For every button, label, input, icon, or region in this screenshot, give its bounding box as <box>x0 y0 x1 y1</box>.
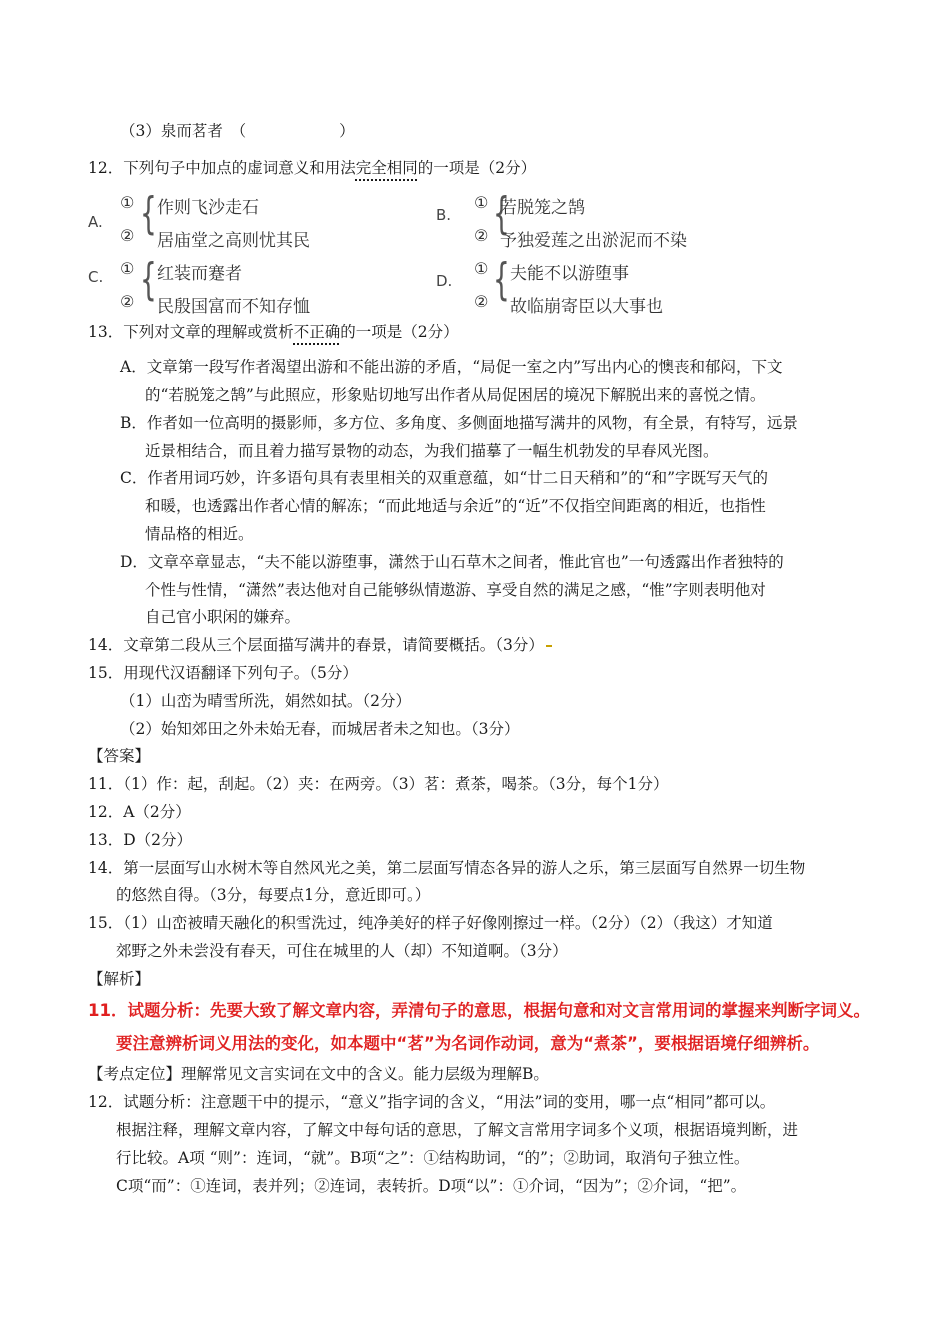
q13-option-c-line1: C．作者用词巧妙，许多语句具有表里相关的双重意蕴，如“廿二日天稍和”的“和”字既写天气的 <box>120 469 769 487</box>
option-d-brace: { <box>493 254 510 305</box>
option-c-num2: ② <box>120 292 135 311</box>
q13-option-c-line3: 情品格的相近。 <box>145 525 254 543</box>
q12-stem-dotted: 完全相同 <box>355 159 418 177</box>
analysis-header: 【解析】 <box>88 970 151 988</box>
q13-stem <box>88 321 459 343</box>
analysis-12-line1: 12．试题分析：注意题干中的提示，“意义”指字词的含义，“用法”词的变用，哪一点“相同”都可以。 <box>88 1093 776 1111</box>
q13-stem-dotted: 不正确 <box>293 323 341 341</box>
answer-14-line2: 的悠然自得。（3分，每要点1分，意近即可。） <box>116 886 431 904</box>
analysis-12-line2: 根据注释，理解文章内容，了解文中每句话的意思，了解文言常用字词多个义项，根据语境判断，进 <box>116 1121 799 1139</box>
q13-option-a-line1: A．文章第一段写作者渴望出游和不能出游的矛盾，“局促一室之内”写出内心的懊丧和郁闷，下文 <box>120 358 783 376</box>
option-d-label: D. <box>436 272 453 290</box>
q15-sentence1: （1）山峦为晴雪所洗，娟然如拭。（2分） <box>120 692 411 710</box>
option-d-num1: ① <box>474 259 489 278</box>
option-a-num1: ① <box>120 193 135 212</box>
option-c-brace: { <box>140 254 157 305</box>
option-d-text1: 夫能不以游堕事 <box>510 264 629 284</box>
q14 <box>88 634 552 656</box>
q15-sentence2: （2）始知郊田之外未始无春，而城居者未之知也。（3分） <box>120 720 520 738</box>
analysis-11-line1: 11．试题分析：先要大致了解文章内容，弄清句子的意思，根据句意和对文言常用词的掌握来判断字词义。 <box>88 1001 870 1020</box>
option-a-text1: 作则飞沙走石 <box>157 198 259 218</box>
analysis-12-line3: 行比较。A项 “则”：连词，“就”。B项“之”：①结构助词，“的”；②助词，取消句子独立性。 <box>116 1149 750 1167</box>
answer-header: 【答案】 <box>88 747 151 765</box>
q13-stem-suffix: 的一项是（2分） <box>340 323 459 341</box>
q12-stem <box>88 157 536 179</box>
option-b-brace: { <box>493 188 510 239</box>
q13-option-c-line2: 和暖，也透露出作者心情的解冻；“而此地适与余近”的“近”不仅指空间距离的相近，也指性 <box>145 497 766 515</box>
analysis-12-line4: C项“而”：①连词，表并列；②连词，表转折。D项“以”：①介词，“因为”；②介词，“把”。 <box>116 1177 747 1195</box>
option-c-label: C. <box>88 268 104 286</box>
option-a-text2: 居庙堂之高则忧其民 <box>157 231 310 251</box>
q13-option-b-line2: 近景相结合，而且着力描写景物的动态，为我们描摹了一幅生机勃发的早春风光图。 <box>145 442 719 460</box>
q13-option-a-line2: 的“若脱笼之鹄”与此照应，形象贴切地写出作者从局促困居的境况下解脱出来的喜悦之情。 <box>145 386 766 404</box>
option-d-num2: ② <box>474 292 489 311</box>
q13-option-b-line1: B．作者如一位高明的摄影师，多方位、多角度、多侧面地描写满井的风物，有全景，有特写，远景 <box>120 414 798 432</box>
answer-12: 12．A（2分） <box>88 803 191 821</box>
q14-text: 14．文章第二段从三个层面描写满井的春景，请简要概括。（3分） <box>88 636 544 654</box>
option-d-text2: 故临崩寄臣以大事也 <box>510 297 663 317</box>
q15-stem: 15．用现代汉语翻译下列句子。（5分） <box>88 664 358 682</box>
option-a-label: A. <box>88 213 103 231</box>
q11-item3: （3）泉而茗者 （ ） <box>120 122 355 140</box>
option-b-text2: 予独爱莲之出淤泥而不染 <box>500 231 687 251</box>
answer-15-line1: 15．（1）山峦被晴天融化的积雪洗过，纯净美好的样子好像刚擦过一样。（2分）（2）（我这）才知道 <box>88 914 773 932</box>
q13-stem-prefix: 13．下列对文章的理解或赏析 <box>88 323 294 341</box>
answer-14-line1: 14．第一层面写山水树木等自然风光之美，第二层面写情态各异的游人之乐，第三层面写自然界一切生物 <box>88 859 806 877</box>
q12-stem-prefix: 12．下列句子中加点的虚词意义和用法 <box>88 159 356 177</box>
analysis-kaodian: 【考点定位】理解常见文言实词在文中的含义。能力层级为理解B。 <box>88 1065 549 1083</box>
answer-15-line2: 郊野之外未尝没有春天，可住在城里的人（却）不知道啊。（3分） <box>116 942 568 960</box>
option-c-num1: ① <box>120 259 135 278</box>
q13-option-d-line3: 自己官小职闲的嫌弃。 <box>145 608 301 626</box>
q13-option-d-line2: 个性与性情，“潇然”表达他对自己能够纵情遨游、享受自然的满足之感，“惟”字则表明他对 <box>145 581 766 599</box>
analysis-11-line2: 要注意辨析词义用法的变化，如本题中“茗”为名词作动词，意为“煮茶”，要根据语境仔细辨析。 <box>116 1034 820 1053</box>
q13-option-d-line1: D．文章卒章显志，“夫不能以游堕事，潇然于山石草木之间者，惟此官也”一句透露出作者独特的 <box>120 553 784 571</box>
option-b-label: B. <box>436 206 452 224</box>
answer-13: 13．D（2分） <box>88 831 193 849</box>
option-b-num2: ② <box>474 226 489 245</box>
option-b-num1: ① <box>474 193 489 212</box>
cursor-mark <box>546 645 552 647</box>
option-a-brace: { <box>140 188 157 239</box>
answer-11: 11．（1）作：起，刮起。（2）夹：在两旁。（3）茗：煮茶，喝茶。（3分，每个1分） <box>88 775 669 793</box>
option-b-text1: 若脱笼之鹄 <box>500 198 585 218</box>
option-c-text1: 红装而蹇者 <box>157 264 242 284</box>
q12-stem-suffix: 的一项是（2分） <box>417 159 537 177</box>
option-c-text2: 民殷国富而不知存恤 <box>157 297 310 317</box>
option-a-num2: ② <box>120 226 135 245</box>
